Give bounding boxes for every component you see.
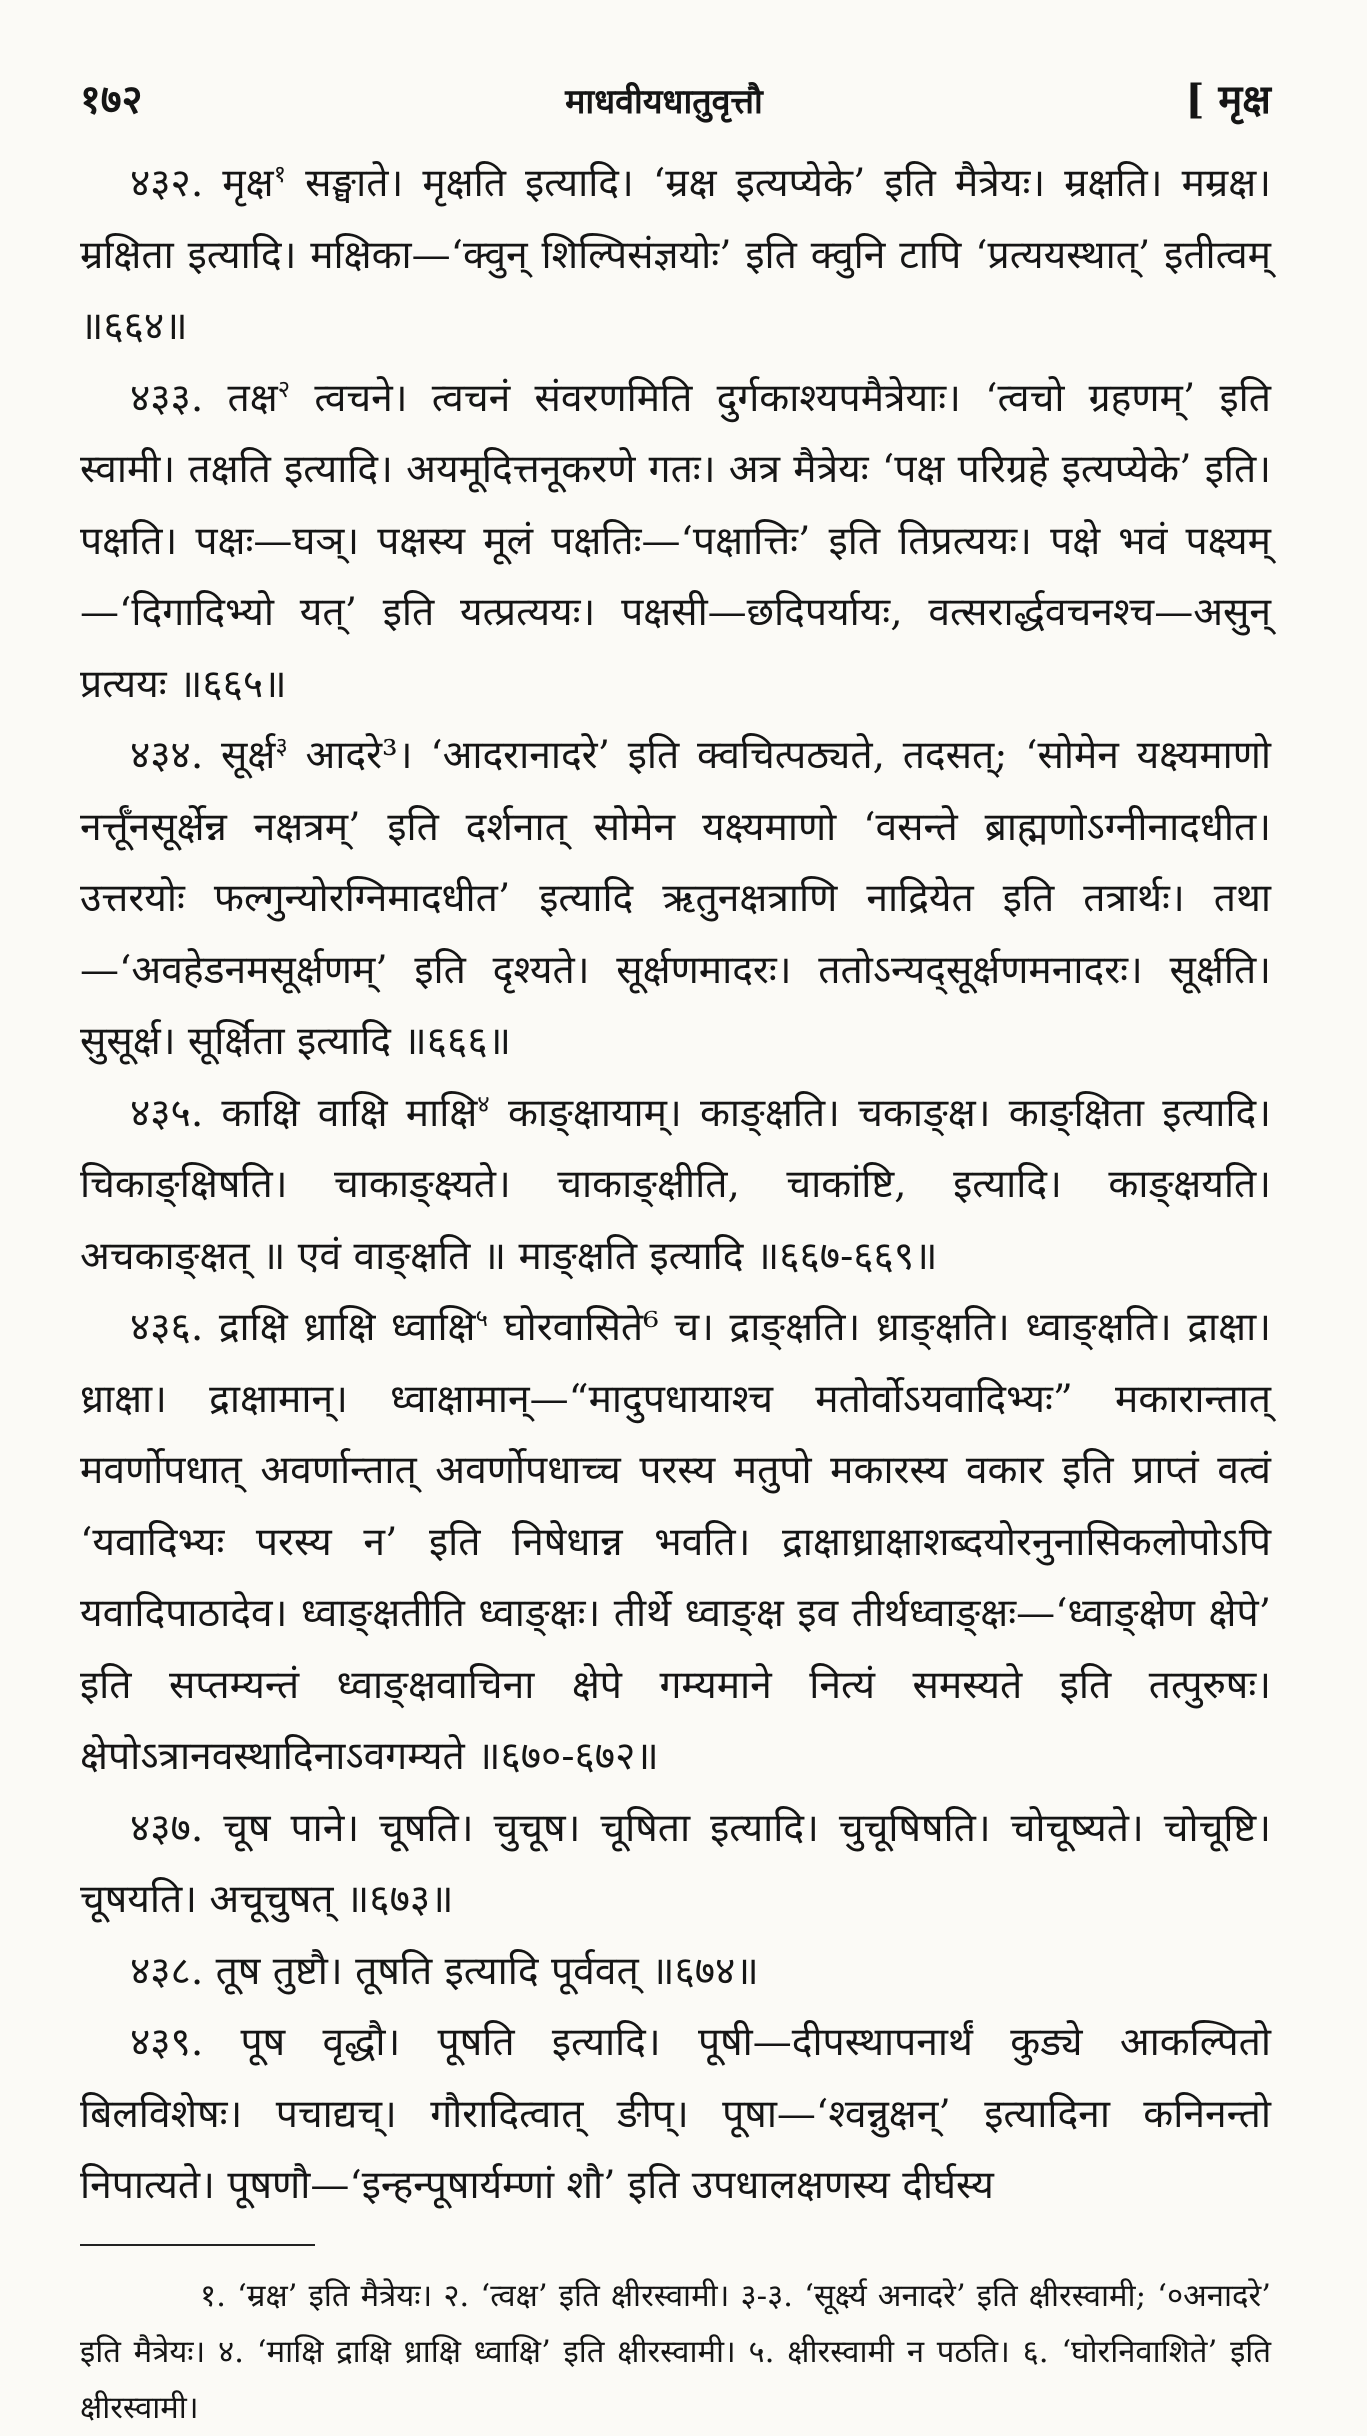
paragraph-text: पाने। चूषति। चुचूष। चूषिता इत्यादि। चुचूषिषति। चोचूष्यते। चोचूष्टि। चूषयति। अचूचुषत् ॥६७३॥ (80, 1805, 1271, 1922)
paragraph-438 (80, 1936, 1271, 2008)
footnote-mark: ४ (477, 1089, 490, 1118)
paragraph-439 (80, 2007, 1271, 2222)
root-entry: ४३४. सूर्क्ष (130, 733, 276, 778)
paragraph-text: सङ्घाते। मृक्षति इत्यादि। ‘म्रक्ष इत्यप्येके’ इति मैत्रेयः। म्रक्षति। मम्रक्ष। म्रक्षिता इत्यादि। मक्षिका—‘क्वुन् शिल्पिसंज्ञयोः’ इति क्वुनि टापि ‘प्रत्ययस्थात्’ इतीत्वम् ॥६६४॥ (80, 161, 1271, 349)
running-title: माधवीयधातुवृत्तौ (565, 82, 763, 122)
root-entry: ४३७. चूष (130, 1805, 271, 1851)
footnote-mark: ३ (275, 732, 288, 760)
footnote-mark: १ (273, 160, 287, 188)
paragraph-text: आदरे³। ‘आदरानादरे’ इति क्वचित्पठ्यते, तदसत्; ‘सोमेन यक्ष्यमाणो नर्त्तूँनसूर्क्षेन्न नक्षत्रम्’ इति दर्शनात् सोमेन यक्ष्यमाणो ‘वसन्ते ब्राह्मणोऽग्नीनादधीत। उत्तरयोः फल्गुन्योरग्निमादधीत’ इत्यादि ऋतुनक्षत्राणि नाद्रियेत इति तत्रार्थः। तथा—‘अवहेडनमसूर्क्षणम्’ इति दृश्यते। सूर्क्षणमादरः। ततोऽन्यद्‌सूर्क्षणमनादरः। सूर्क्षति। सुसूर्क्ष। सूर्क्षिता इत्यादि ॥६६६॥ (80, 733, 1271, 1064)
paragraph-436 (80, 1292, 1271, 1793)
paragraph-text: तुष्टौ। तूषति इत्यादि पूर्ववत् ॥६७४॥ (260, 1948, 759, 1994)
paragraph-text: घोरवासिते⁶ च। द्राङ्क्षति। ध्राङ्क्षति। ध्वाङ्क्षति। द्राक्षा। ध्राक्षा। द्राक्षामान्। ध्वाक्षामान्—“मादुपधायाश्च मतोर्वोऽयवादिभ्यः” मकारान्तात् मवर्णोपधात् अवर्णान्तात् अवर्णोपधाच्च परस्य मतुपो मकारस्य वकार इति प्राप्तं वत्वं ‘यवादिभ्यः परस्य न’ इति निषेधान्न भवति। द्राक्षाध्राक्षाशब्दयोरनुनासिकलोपोऽपि यवादिपाठादेव। ध्वाङ्क्षतीति ध्वाङ्क्षः। तीर्थे ध्वाङ्क्ष इव तीर्थध्वाङ्क्षः—‘ध्वाङ्क्षेण क्षेपे’ इति सप्तम्यन्तं ध्वाङ्क्षवाचिना क्षेपे गम्यमाने नित्यं समस्यते इति तत्पुरुषः। क्षेपोऽत्रानवस्थादिनाऽवगम्यते ॥६७०-६७२॥ (80, 1305, 1271, 1779)
paragraph-432 (80, 148, 1271, 363)
paragraph-437 (80, 1793, 1271, 1936)
root-entry: ४३३. तक्ष (130, 375, 278, 421)
paragraph-text: काङ्क्षायाम्। काङ्क्षति। चकाङ्क्ष। काङ्क्षिता इत्यादि। चिकाङ्क्षिषति। चाकाङ्क्ष्यते। चाकाङ्क्षीति, चाकांष्टि, इत्यादि। काङ्क्षयति। अचकाङ्क्षत् ॥ एवं वाङ्क्षति ॥ माङ्क्षति इत्यादि ॥६६७-६६९॥ (80, 1090, 1271, 1279)
section-marker: [ मृक्ष (1185, 76, 1271, 123)
page-number: १७२ (80, 76, 143, 123)
paragraph-text: त्वचने। त्वचनं संवरणमिति दुर्गकाश्यपमैत्रेयाः। ‘त्वचो ग्रहणम्’ इति स्वामी। तक्षति इत्यादि। अयमूदित्तनूकरणे गतः। अत्र मैत्रेयः ‘पक्ष परिग्रहे इत्यप्येके’ इति। पक्षति। पक्षः—घञ्। पक्षस्य मूलं पक्षतिः—‘पक्षात्तिः’ इति तिप्रत्ययः। पक्षे भवं पक्ष्यम्—‘दिगादिभ्यो यत्’ इति यत्प्रत्ययः। पक्षसी—छदिपर्यायः, वत्सरार्द्धवचनश्च—असुन् प्रत्ययः ॥६६५॥ (80, 375, 1271, 707)
root-entry: ४३८. तूष (130, 1948, 261, 1994)
body-text (80, 148, 1271, 2222)
footnote-divider (80, 2244, 315, 2246)
footnote-mark: ५ (475, 1304, 488, 1332)
root-entry: ४३९. पूष (130, 2020, 286, 2065)
footnote-mark: २ (277, 374, 291, 403)
footnotes (80, 2244, 1271, 2436)
running-head (80, 70, 1271, 148)
root-entry: ४३६. द्राक्षि ध्राक्षि ध्वाक्षि (130, 1305, 476, 1350)
paragraph-433 (80, 363, 1271, 721)
paragraph-434 (80, 720, 1271, 1078)
paragraph-text: वृद्धौ। पूषति इत्यादि। पूषी—दीपस्थापनार्थं कुड्ये आकल्पितो बिलविशेषः। पचाद्यच्। गौरादित्वात् ङीप्। पूषा—‘श्वन्नुक्षन्’ इत्यादिना कनिनन्तो निपात्यते। पूषणौ—‘इन्हन्पूषार्यम्णां शौ’ इति उपधालक्षणस्य दीर्घस्य (80, 2020, 1271, 2208)
paragraph-435 (80, 1078, 1271, 1293)
root-entry: ४३५. काक्षि वाक्षि माक्षि (130, 1090, 478, 1136)
footnote-text: १. ‘म्रक्ष’ इति मैत्रेयः। २. ‘त्वक्ष’ इति क्षीरस्वामी। ३-३. ‘सूर्क्ष्य अनादरे’ इति क्षीरस्वामी; ‘०अनादरे’ इति मैत्रेयः। ४. ‘माक्षि द्राक्षि ध्राक्षि ध्वाक्षि’ इति क्षीरस्वामी। ५. क्षीरस्वामी न पठति। ६. ‘घोरनिवाशिते’ इति क्षीरस्वामी। (80, 2277, 1271, 2426)
root-entry: ४३२. मृक्ष (130, 161, 274, 206)
